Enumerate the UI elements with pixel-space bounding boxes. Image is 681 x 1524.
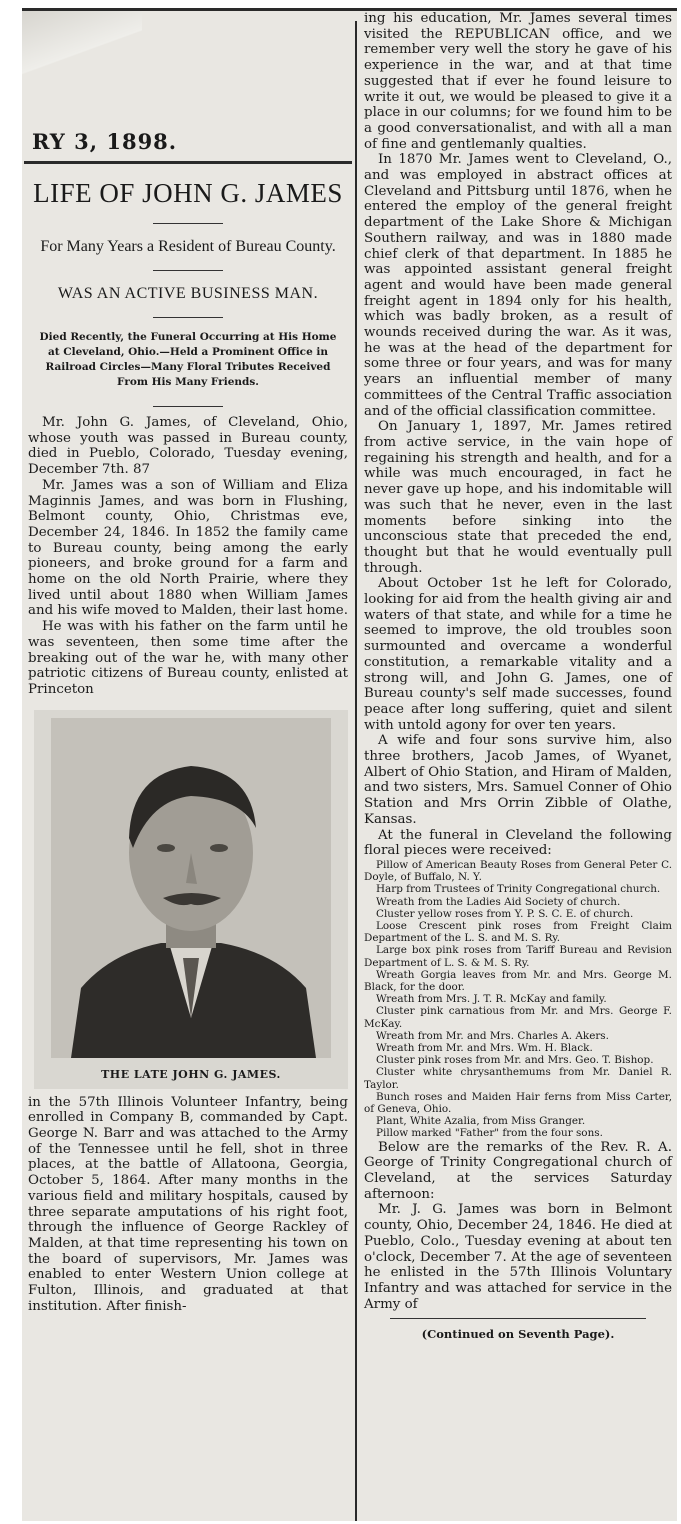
masthead-rule xyxy=(24,161,352,164)
list-item: Wreath from Mr. and Mrs. Wm. H. Black. xyxy=(376,1042,593,1055)
paragraph: At the funeral in Cleveland the following floral pieces were received: xyxy=(364,827,672,859)
divider xyxy=(153,317,223,318)
paragraph: in the 57th Illinois Volunteer Infantry, being enrolled in Company B, commanded by Capt. George N. Barr and was attached to the Army of the Tennessee until he fell, shot in three places, at the battle of Allatoona, Georgia, October 5, 1864. After many months in the various field and military hospitals, caused by three separate amputations of his right foot, through the influence of George Rackley of Malden, at that time representing his town on the board of supervisors, Mr. James was enabled to enter Western Union college at Fulton, Illinois, and graduated at that institution. After finish- xyxy=(28,1094,348,1314)
list-item: Cluster yellow roses from Y. P. S. C. E. of church. xyxy=(376,907,634,920)
list-item: Bunch roses and Maiden Hair ferns from Miss Carter, of Geneva, Ohio. xyxy=(364,1090,672,1116)
divider xyxy=(153,406,223,407)
column-rule xyxy=(355,21,357,1521)
list-item: Cluster pink roses from Mr. and Mrs. Geo. T. Bishop. xyxy=(376,1054,654,1067)
paragraph: Mr. J. G. James was born in Belmont county, Ohio, December 24, 1846. He died at Pueblo, Colo., Tuesday evening at about ten o'clock, December 7. At the age of seventeen he enlisted in the 57th Illinois Voluntary Infantry and was attached for service in the Army of xyxy=(364,1202,672,1312)
photo-caption: THE LATE JOHN G. JAMES. xyxy=(101,1067,281,1081)
list-item: Cluster white chrysanthemums from Mr. Daniel R. Taylor. xyxy=(364,1066,672,1091)
paragraph: About October 1st he left for Colorado, looking for aid from the health giving air and waters of that state, and while for a time he seemed to improve, the old troubles soon surmounted and overcame a wonderful constitution, a remarkable vitality and a strong will, and John G. James, one of Bureau county's self made successes, found peace after long suffering, quiet and silent with untold agony for over ten years. xyxy=(364,576,672,733)
list-item: Harp from Trustees of Trinity Congregational church. xyxy=(376,883,661,896)
paragraph: Below are the remarks of the Rev. R. A. George of Trinity Congregational church of Cleveland, at the services Saturday afternoon: xyxy=(364,1139,672,1202)
list-item: Wreath from Mr. and Mrs. Charles A. Akers. xyxy=(376,1029,609,1042)
paragraph: Mr. James was a son of William and Eliza Maginnis James, and was born in Flushing, Belmont county, Ohio, Christmas eve, December 24, 1846. In 1852 the family came to Bureau county, being among the early pioneers, and broke ground for a farm and home on the old North Prairie, where they lived until about 1880 when William James and his wife moved to Malden, their last home. xyxy=(28,477,348,619)
list-item: Pillow of American Beauty Roses from General Peter C. Doyle, of Buffalo, N. Y. xyxy=(364,858,672,884)
divider xyxy=(153,270,223,271)
list-item: Plant, White Azalia, from Miss Granger. xyxy=(376,1115,586,1128)
floral-tribute-list xyxy=(360,859,676,1140)
list-item: Large box pink roses from Tariff Bureau and Revision Department of L. S. & M. S. Ry. xyxy=(364,944,672,969)
list-item: Loose Crescent pink roses from Freight Claim Department of the L. S. and M. S. Ry. xyxy=(364,919,672,945)
article-deck: Died Recently, the Funeral Occurring at His Home at Cleveland, Ohio.—Held a Prominent Office in Railroad Circles—Many Floral Tributes Received From His Many Friends. xyxy=(39,331,337,388)
paragraph: A wife and four sons survive him, also three brothers, Jacob James, of Wyanet, Albert of Ohio Station, and Hiram of Malden, and two sisters, Mrs. Samuel Conner of Ohio Station and Mrs Orrin Zibble of Olathe, Kansas. xyxy=(364,733,672,827)
portrait-frame xyxy=(34,710,348,1089)
list-item: Wreath from Mrs. J. T. R. McKay and family. xyxy=(376,993,607,1006)
list-item: Wreath Gorgia leaves from Mr. and Mrs. George M. Black, for the door. xyxy=(364,968,672,993)
list-item: Cluster pink carnatious from Mr. and Mrs. George F. McKay. xyxy=(364,1005,672,1030)
paragraph: On January 1, 1897, Mr. James retired from active service, in the vain hope of regaining his strength and health, and for a while was much encouraged, in fact he never gave up hope, and his indomitable will was such that he never, even in the last moments before sinking into the unconscious state that preceded the end, thought but that he would eventually pull through. xyxy=(364,419,672,576)
list-item: Wreath from the Ladies Aid Society of church. xyxy=(376,895,621,908)
article-title: LIFE OF JOHN G. JAMES xyxy=(33,178,343,208)
left-column xyxy=(24,11,352,1315)
continued-note: (Continued on Seventh Page). xyxy=(421,1327,615,1342)
portrait-photo xyxy=(51,718,331,1058)
article-subhead: For Many Years a Resident of Bureau County. xyxy=(40,238,336,255)
masthead-date: RY 3, 1898. xyxy=(32,129,178,154)
portrait-illustration xyxy=(51,718,331,1058)
list-item: Pillow marked "Father" from the four sons. xyxy=(376,1127,603,1140)
newspaper-clipping xyxy=(22,8,677,1521)
paragraph: He was with his father on the farm until he was seventeen, then some time after the breaking out of the war he, with many other patriotic citizens of Bureau county, enlisted at Princeton xyxy=(28,619,348,697)
paragraph: Mr. John G. James, of Cleveland, Ohio, whose youth was passed in Bureau county, died in Pueblo, Colorado, Tuesday evening, December 7th. 87 xyxy=(28,415,348,478)
paragraph: ing his education, Mr. James several times visited the REPUBLICAN office, and we remember very well the story he gave of his experience in the war, and at that time suggested that if ever he found leisure to write it out, we would be pleased to give it a place in our columns; for we found him to be a good conversationalist, and with all a man of fine and gentlemanly qualties. xyxy=(364,11,672,152)
paragraph: In 1870 Mr. James went to Cleveland, O., and was employed in abstract offices at Cleveland and Pittsburg until 1876, when he entered the employ of the general freight department of the Lake Shore & Michigan Southern railway, and was in 1880 made chief clerk of that department. In 1885 he was appointed assistant general freight agent and would have been made general freight agent in 1894 only for his health, which was badly broken, as a result of wounds received during the war. As it was, he was at the head of the department for some three or four years, and was for many years an influential member of many committees of the Central Traffic association and of the official classification committee. xyxy=(364,152,672,419)
right-column xyxy=(360,11,676,1341)
divider xyxy=(153,223,223,224)
article-subhead-2: WAS AN ACTIVE BUSINESS MAN. xyxy=(57,285,319,302)
